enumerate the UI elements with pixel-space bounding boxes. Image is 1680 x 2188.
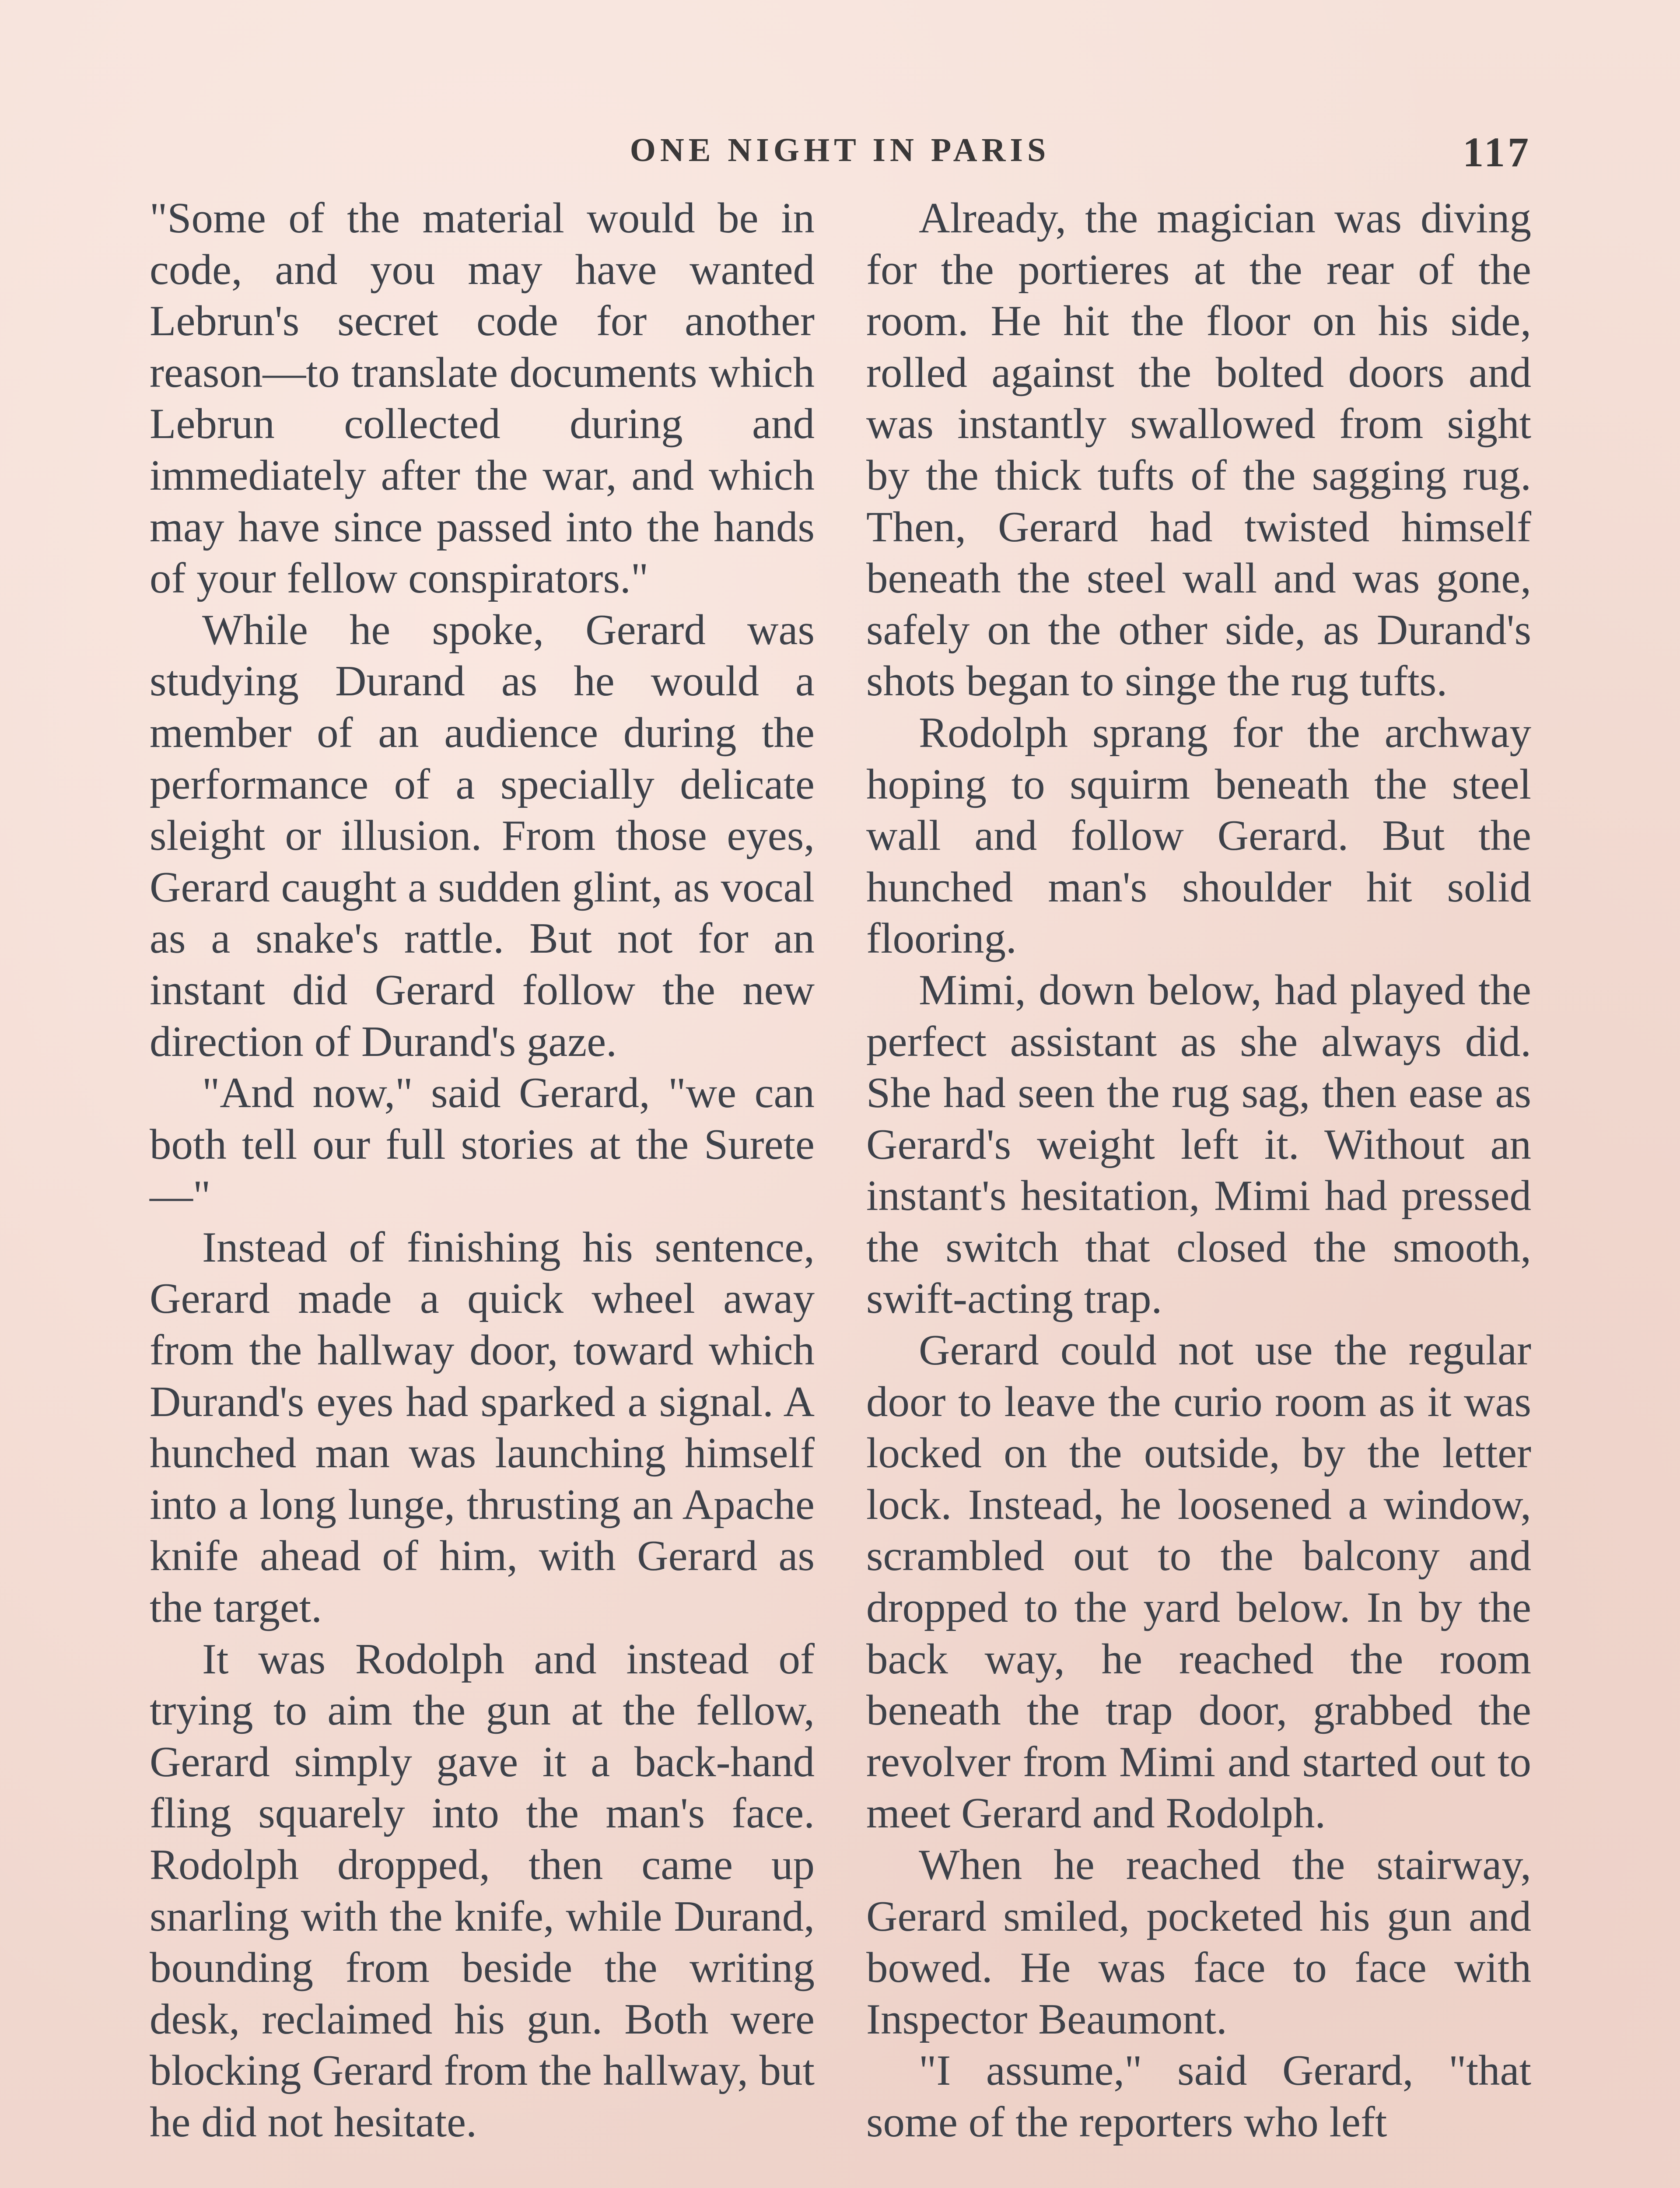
paragraph: Gerard could not use the regular door to leave the curio room as it was locked on the outside, by the letter lock. Instead, he loosened a window, scrambled out to the balcony and dropped to the yard below. In by the back way, he reached the room beneath the trap door, grabbed the revolver from Mimi and started out to meet Gerard and Rodolph. [866,1326,1531,1837]
paragraph: When he reached the stairway, Gerard smiled, pocketed his gun and bowed. He was face to face with Inspector Beaumont. [866,1841,1531,2043]
paragraph: "Some of the material would be in code, and you may have wanted Lebrun's secret code for another reason—to translate documents which Lebrun collected during and immediately after the war, and which may have since passed into the hands of your fellow conspirators." [150,194,815,603]
paragraph: Already, the magician was diving for the portieres at the rear of the room. He hit the floor on his side, rolled against the bolted doors and was instantly swallowed from sight by the thick tufts of the sagging rug. Then, Gerard had twisted himself beneath the steel wall and was gone, safely on the other side, as Durand's shots began to singe the rug tufts. [866,194,1531,705]
running-head: ONE NIGHT IN PARIS [630,132,1050,168]
paragraph: "And now," said Gerard, "we can both tell our full stories at the Surete—" [150,1069,815,1220]
paragraph: Instead of finishing his sentence, Gerard made a quick wheel away from the hallway door, toward which Durand's eyes had sparked a signal. A hunched man was launching himself into a long lunge, thrusting an Apache knife ahead of him, with Gerard as the target. [150,1223,815,1632]
page-number: 117 [1463,129,1531,175]
right-column [866,193,1531,2148]
left-column [150,193,815,2148]
page-header [149,131,1531,179]
paragraph: Rodolph sprang for the archway hoping to squirm beneath the steel wall and follow Gerard. But the hunched man's shoulder hit solid flooring. [866,708,1531,963]
paragraph: It was Rodolph and instead of trying to aim the gun at the fellow, Gerard simply gave it a back-hand fling squarely into the man's face. Rodolph dropped, then came up snarling with the knife, while Durand, bounding from beside the writing desk, reclaimed his gun. Both were blocking Gerard from the hallway, but he did not hesitate. [150,1635,815,2146]
paragraph: Mimi, down below, had played the perfect assistant as she always did. She had seen the rug sag, then ease as Gerard's weight left it. Without an instant's hesitation, Mimi had pressed the switch that closed the smooth, swift-acting trap. [866,966,1531,1323]
paragraph: While he spoke, Gerard was studying Durand as he would a member of an audience during the performance of a specially delicate sleight or illusion. From those eyes, Gerard caught a sudden glint, as vocal as a snake's rattle. But not for an instant did Gerard follow the new direction of Durand's gaze. [150,606,815,1066]
paragraph: "I assume," said Gerard, "that some of the reporters who left [866,2047,1531,2146]
